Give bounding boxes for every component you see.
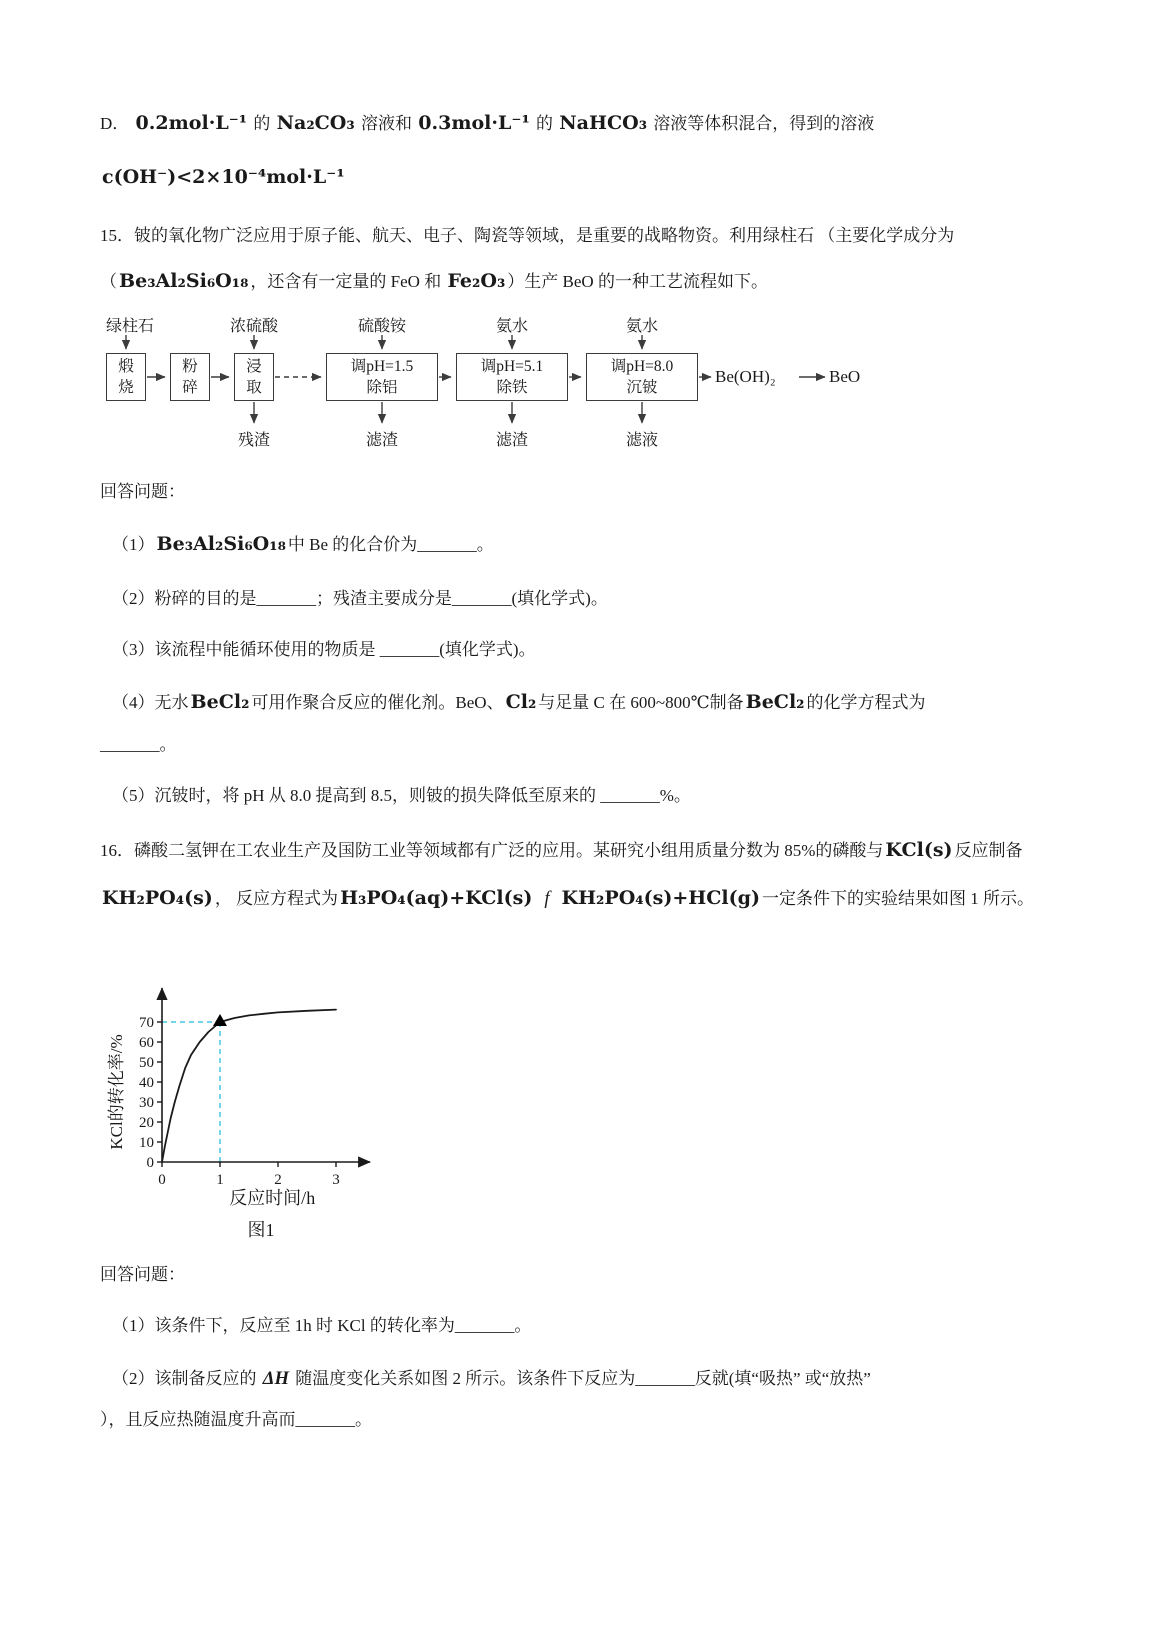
q15-item-5 [100, 776, 1060, 815]
process-flow-diagram [102, 313, 894, 455]
na2co3-formula: Na₂CO₃ [276, 112, 355, 134]
flow-step-ph51-remove-fe [456, 353, 568, 401]
question-16-intro [100, 827, 1060, 922]
equation-right-formula: KH₂PO₄(s)+HCl(g) [561, 886, 760, 909]
flow-step-label: 煅 [118, 358, 134, 376]
flow-step-label: 调pH=1.5 [350, 358, 414, 376]
flow-step-leach [234, 353, 274, 401]
flow-input-ammonia-2: 氨水 [626, 318, 659, 336]
option-d [100, 100, 1060, 148]
q16-intro-text-4: 一定条件下的实验结果如图 1 所示。 [761, 888, 1034, 908]
beryl-formula: Be₃Al₂Si₆O₁₈ [119, 269, 249, 292]
fig1-caption: 图1 [247, 1219, 275, 1240]
svg-text:1: 1 [216, 1171, 224, 1188]
q16-intro-text-3: ， 反应方程式为 [214, 888, 339, 908]
q15-intro-text-2: ，还含有一定量的 FeO 和 [250, 271, 446, 291]
svg-text:50: 50 [139, 1054, 154, 1071]
flow-step-label: 取 [246, 379, 262, 397]
svg-text:KCl的转化率/%: KCl的转化率/% [107, 1034, 126, 1150]
flow-step-ph80-precipitate-be [586, 353, 698, 401]
flow-step-label: 沉铍 [626, 379, 658, 397]
option-d-result-line [100, 154, 1060, 202]
equilibrium-arrow-glyph: f [544, 887, 550, 909]
q15-item-4-text-1: 可用作聚合反应的催化剂。BeO、 [251, 693, 504, 713]
flow-output-residue: 残渣 [237, 432, 270, 450]
kcl-formula: KCl(s) [885, 839, 953, 862]
svg-text:2: 2 [274, 1171, 282, 1188]
flow-output-filter-residue-1: 滤渣 [365, 432, 398, 450]
option-d-label: D． [100, 114, 130, 133]
q15-item-1-text: 中 Be 的化合价为_______。 [287, 535, 494, 555]
beryl-formula: Be₃Al₂Si₆O₁₈ [156, 533, 286, 556]
q15-item-3 [100, 630, 1060, 669]
flow-step-label: 浸 [246, 358, 262, 376]
svg-text:10: 10 [139, 1134, 154, 1151]
flow-step-label: 调pH=5.1 [480, 358, 544, 376]
svg-text:20: 20 [139, 1114, 154, 1131]
flow-step-label: 除铁 [496, 379, 528, 397]
q15-intro-text-3: ）生产 BeO 的一种工艺流程如下。 [507, 271, 768, 291]
flow-input-ammonia-1: 氨水 [496, 318, 529, 336]
flow-step-label: 除铝 [366, 379, 398, 397]
svg-text:反应时间/h: 反应时间/h [229, 1187, 316, 1208]
q15-item-4-text-2: 与足量 C 在 600~800℃制备 [538, 693, 744, 713]
flow-step-crush [170, 353, 210, 401]
q15-item-2-text: （2）粉碎的目的是_______；残渣主要成分是_______(填化学式)。 [112, 589, 608, 609]
svg-text:60: 60 [139, 1034, 154, 1051]
svg-text:0: 0 [158, 1171, 166, 1188]
svg-text:3: 3 [332, 1171, 340, 1188]
flow-step-label: 碎 [182, 379, 198, 397]
option-d-text-1: 的 [253, 114, 271, 133]
q15-item-1 [100, 523, 1060, 567]
becl2-formula: BeCl₂ [190, 691, 250, 714]
q16-item-2-pre: （2）该制备反应的 [112, 1368, 261, 1388]
flow-step-label: 烧 [118, 379, 134, 397]
delta-h-symbol: ΔH [262, 1367, 290, 1389]
flow-step-ph15-remove-al [326, 353, 438, 401]
option-d-text-4: 溶液等体积混合，得到的溶液 [653, 114, 875, 133]
q15-item-1-pre: （1） [112, 535, 155, 555]
oh-concentration-formula: c(OH⁻)<2×10⁻⁴mol·L⁻¹ [102, 165, 345, 188]
nahco3-formula: NaHCO₃ [559, 112, 648, 134]
cl2-formula: Cl₂ [505, 691, 537, 714]
q15-item-4-pre: （4）无水 [112, 693, 189, 713]
flow-product-beoh2: Be(OH)₂ [715, 367, 776, 387]
q16-intro-text-2: 反应制备 [954, 841, 1023, 861]
concentration-1-formula: 0.2mol·L⁻¹ [135, 112, 248, 134]
q16-answer-prompt: 回答问题： [100, 1264, 185, 1284]
flow-step-label: 调pH=8.0 [610, 358, 674, 376]
q16-intro-text-1: 16．磷酸二氢钾在工农业生产及国防工业等领域都有广泛的应用。某研究小组用质量分数为 85%的磷酸与 [100, 841, 884, 861]
flow-step-label: 粉 [182, 358, 198, 376]
q15-intro-text-1: 15．铍的氧化物广泛应用于原子能、航天、电子、陶瓷等领域，是重要的战略物资。利用绿柱石 （主要化学成分为（ [100, 226, 955, 291]
q15-answer-prompt: 回答问题： [100, 482, 185, 502]
svg-text:70: 70 [139, 1014, 154, 1031]
question-15-intro [100, 215, 1060, 305]
q15-item-4-text-3: 的化学方程式为 [806, 693, 926, 713]
flow-input-nh4so4: 硫酸铵 [358, 318, 407, 336]
q16-item-2 [100, 1357, 1060, 1439]
option-d-text-3: 的 [536, 114, 554, 133]
svg-text:40: 40 [139, 1074, 154, 1091]
svg-text:30: 30 [139, 1094, 154, 1111]
q15-item-4 [100, 681, 1060, 764]
q16-item-2-text: 随温度变化关系如图 2 所示。该条件下反应为_______反就(填“吸热” 或“放热” [291, 1368, 871, 1388]
concentration-2-formula: 0.3mol·L⁻¹ [418, 112, 530, 134]
flow-step-calcine [106, 353, 146, 401]
flow-output-filter-residue-2: 滤渣 [495, 432, 528, 450]
flow-input-beryl: 绿柱石 [105, 318, 154, 336]
q16-item-1 [100, 1306, 1060, 1345]
q15-item-5-text: （5）沉铍时，将 pH 从 8.0 提高到 8.5，则铍的损失降低至原来的 _______%。 [112, 786, 691, 806]
q16-item-2-tail: ），且反应热随温度升高而_______。 [100, 1409, 372, 1429]
becl2-formula: BeCl₂ [745, 691, 805, 714]
equation-left-formula: H₃PO₄(aq)+KCl(s) [340, 886, 533, 909]
flow-input-h2so4: 浓硫酸 [230, 318, 279, 336]
fig1-chart-svg [106, 937, 416, 1209]
flow-product-beo: BeO [829, 367, 861, 387]
kcl-conversion-chart [106, 937, 416, 1242]
q15-item-4-blank: _______。 [100, 735, 177, 755]
flow-output-filtrate: 滤液 [625, 432, 658, 450]
svg-text:0: 0 [146, 1154, 154, 1171]
q15-item-3-text: （3）该流程中能循环使用的物质是 _______(填化学式)。 [112, 640, 536, 660]
kh2po4-formula: KH₂PO₄(s) [102, 886, 213, 909]
q16-item-1-text: （1）该条件下，反应至 1h 时 KCl 的转化率为_______。 [112, 1315, 532, 1335]
q15-item-2 [100, 579, 1060, 618]
option-d-text-2: 溶液和 [360, 114, 412, 133]
fe2o3-formula: Fe₂O₃ [447, 269, 506, 292]
